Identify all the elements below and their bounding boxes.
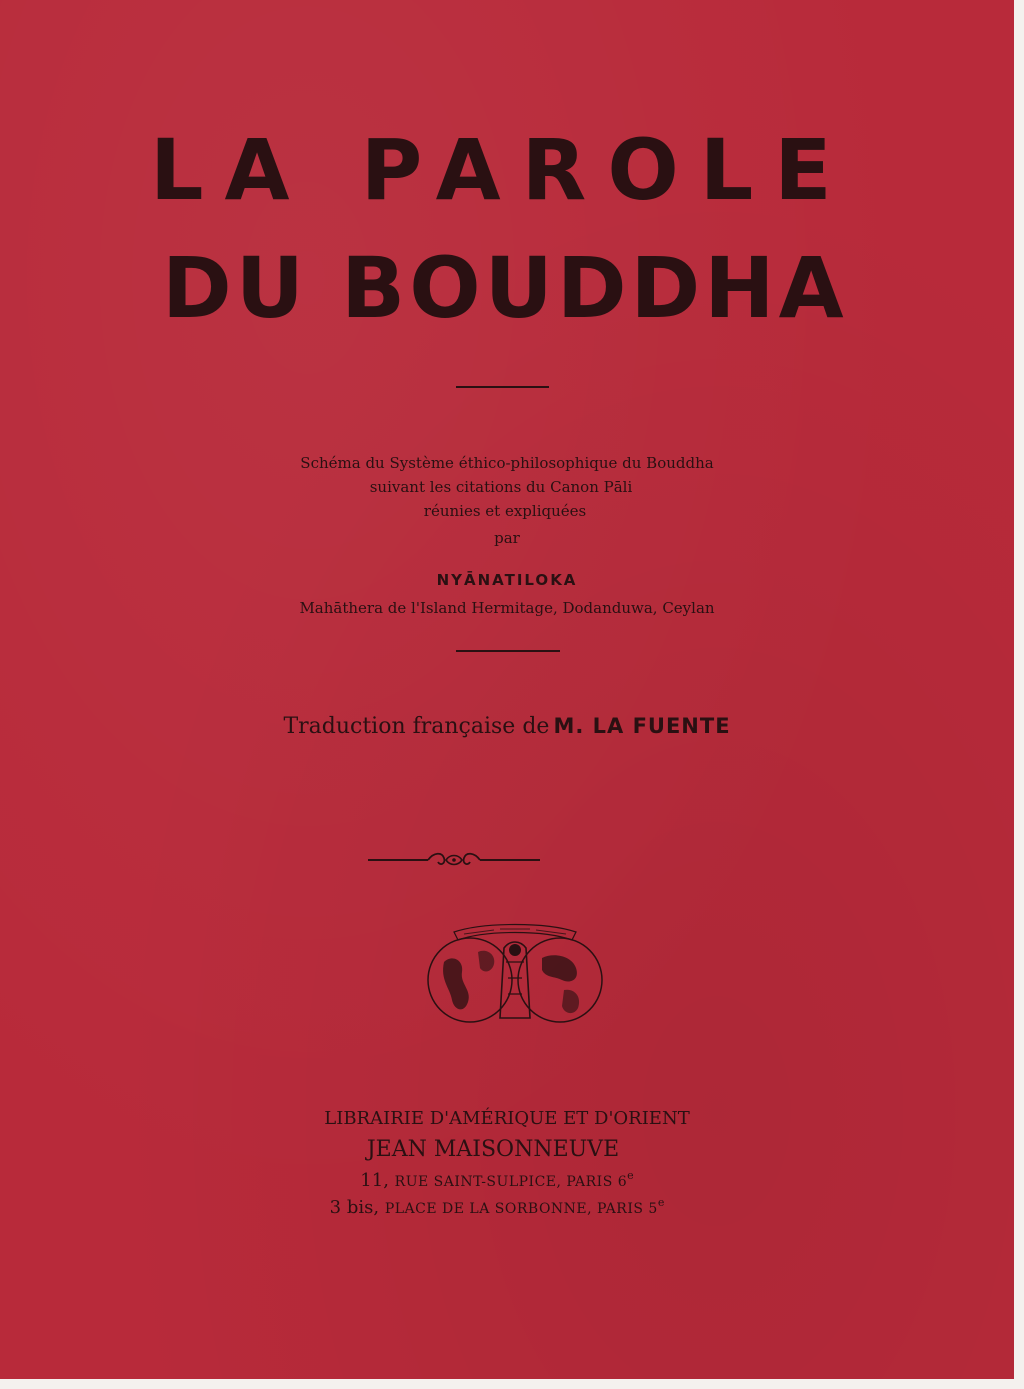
- address-1-number: 11,: [360, 1170, 389, 1191]
- scan-edge-bottom: [0, 1379, 1024, 1389]
- publisher-address-1: [0, 1169, 1004, 1191]
- author-name: NYĀNATILOKA: [436, 571, 578, 589]
- translation-credit: [0, 716, 1014, 738]
- address-2-number: 3 bis,: [329, 1197, 380, 1218]
- title-line-1: LA PAROLE: [150, 121, 853, 219]
- address-1-street: RUE SAINT-SULPICE, PARIS 6: [394, 1174, 628, 1190]
- divider-rule-middle: [456, 650, 560, 652]
- publisher-emblem-globes-icon: [424, 918, 606, 1028]
- title-line-2: DU BOUDDHA: [162, 239, 848, 337]
- address-2-street: PLACE DE LA SORBONNE, PARIS 5: [384, 1201, 658, 1217]
- divider-rule-top: [456, 386, 549, 388]
- subtitle-line-1: Schéma du Système éthico-philosophique du Bouddha: [300, 454, 714, 472]
- translator-name: M. LA FUENTE: [553, 714, 731, 738]
- author-description: Mahāthera de l'Island Hermitage, Dodanduwa, Ceylan: [299, 599, 715, 617]
- address-2-superscript: e: [657, 1196, 665, 1209]
- scroll-ornament-icon: [368, 850, 540, 870]
- subtitle-by: par: [494, 529, 520, 547]
- subtitle-line-2: suivant les citations du Canon Pāli: [369, 478, 633, 496]
- address-1-superscript: e: [627, 1169, 634, 1182]
- publisher-address-2: [0, 1196, 1004, 1218]
- scan-edge-right: [1014, 0, 1024, 1389]
- publisher-name: JEAN MAISONNEUVE: [366, 1137, 620, 1162]
- translation-prefix: Traduction française de: [283, 714, 550, 739]
- subtitle-line-3: réunies et expliquées: [423, 502, 587, 520]
- publisher-house-name: LIBRAIRIE D'AMÉRIQUE ET D'ORIENT: [324, 1108, 690, 1129]
